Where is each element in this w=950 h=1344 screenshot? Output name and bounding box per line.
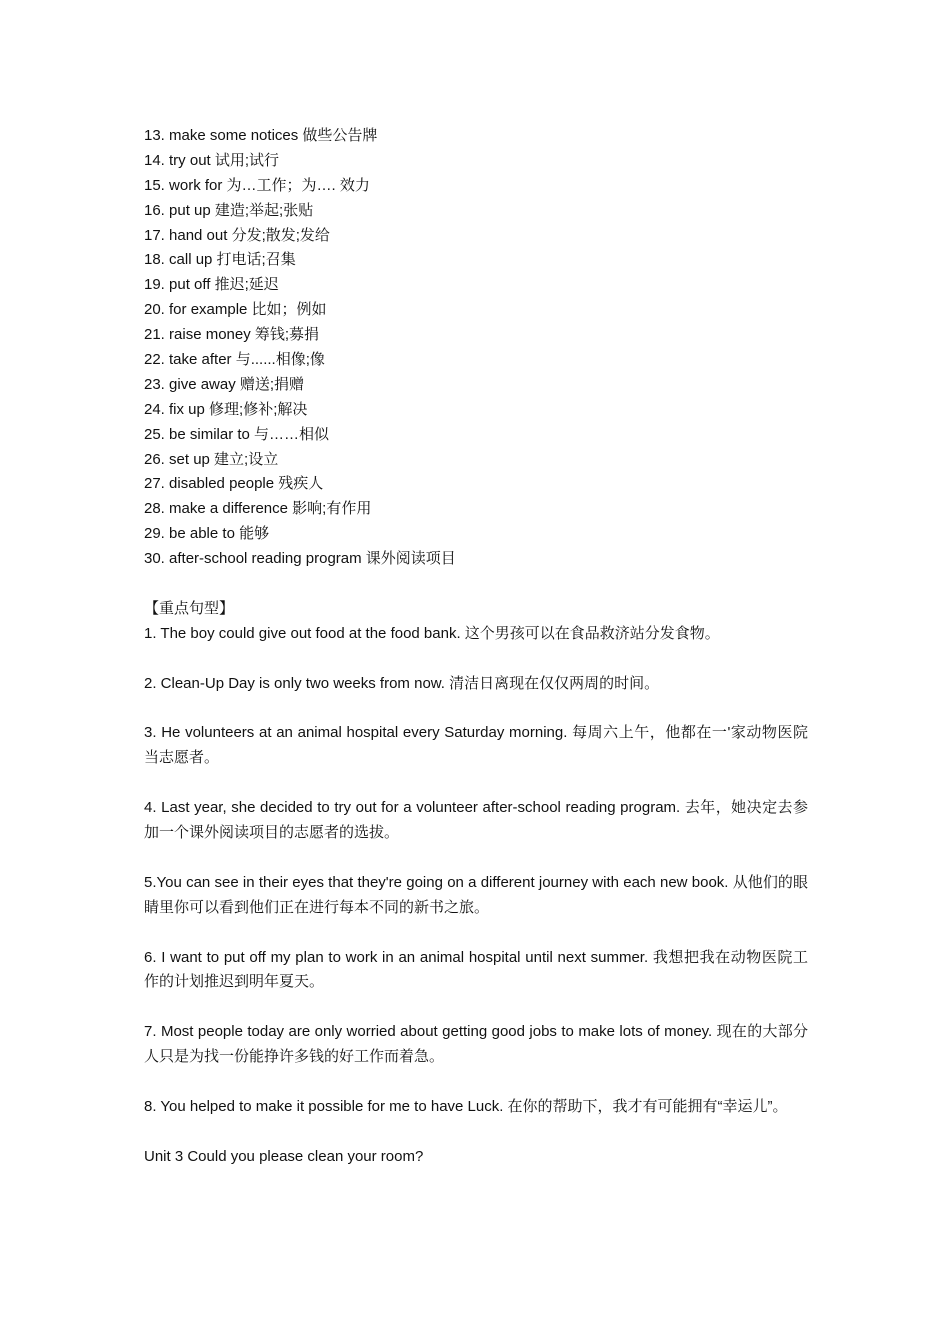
phrase-item: 25. be similar to 与……相似 [144,425,330,443]
phrase-item: 16. put up 建造;举起;张贴 [144,201,314,219]
phrase-item: 20. for example 比如；例如 [144,301,327,319]
phrase-item: 15. work for 为…工作；为…. 效力 [144,176,370,194]
spacer [144,572,808,597]
sentence-item: 3. He volunteers at an animal hospital every Saturday morning. 每周六上午，他都在一'家动物医院当志愿者。 [144,724,808,767]
sentence-item: 4. Last year, she decided to try out for a volunteer after-school reading program. 去年，她决定去参加一个课外阅读项目的志愿者的选拔。 [144,799,808,842]
phrase-item: 13. make some notices 做些公告牌 [144,127,378,144]
phrase-item: 28. make a difference 影响;有作用 [144,500,372,518]
sentence-item: 7. Most people today are only worried about getting good jobs to make lots of money. 现在的大部分人只是为找一份能挣许多钱的好工作而着急。 [144,1023,808,1066]
sentence-item: 5.You can see in their eyes that they're going on a different journey with each new book. 从他们的眼睛里你可以看到他们正在进行每本不同的新书之旅。 [144,873,808,916]
phrase-item: 24. fix up 修理;修补;解决 [144,400,308,418]
phrase-item: 19. put off 推迟;延迟 [144,276,279,294]
phrase-item: 18. call up 打电话;召集 [144,251,296,269]
phrase-list [144,124,808,572]
sentence-item: 6. I want to put off my plan to work in an animal hospital until next summer. 我想把我在动物医院工作的计划推迟到明年夏天。 [144,948,808,991]
document-page [144,124,808,1170]
sentences-heading: 【重点句型】 [144,599,235,617]
phrase-item: 22. take after 与......相像;像 [144,351,325,369]
phrase-item: 27. disabled people 残疾人 [144,475,324,493]
phrase-item: 21. raise money 筹钱;募捐 [144,326,320,344]
unit-title: Unit 3 Could you please clean your room? [144,1147,424,1165]
phrase-item: 17. hand out 分发;散发;发给 [144,226,330,244]
phrase-item: 23. give away 赠送;捐赠 [144,375,305,393]
sentence-item: 1. The boy could give out food at the food bank. 这个男孩可以在食品救济站分发食物。 [144,624,720,642]
phrase-item: 30. after-school reading program 课外阅读项目 [144,550,456,568]
sentence-item: 2. Clean-Up Day is only two weeks from now. 清洁日离现在仅仅两周的时间。 [144,674,660,692]
phrase-item: 26. set up 建立;设立 [144,450,279,468]
phrase-item: 14. try out 试用;试行 [144,151,280,169]
sentence-item: 8. You helped to make it possible for me to have Luck. 在你的帮助下，我才有可能拥有“幸运儿”。 [144,1097,788,1115]
phrase-item: 29. be able to 能够 [144,525,270,543]
